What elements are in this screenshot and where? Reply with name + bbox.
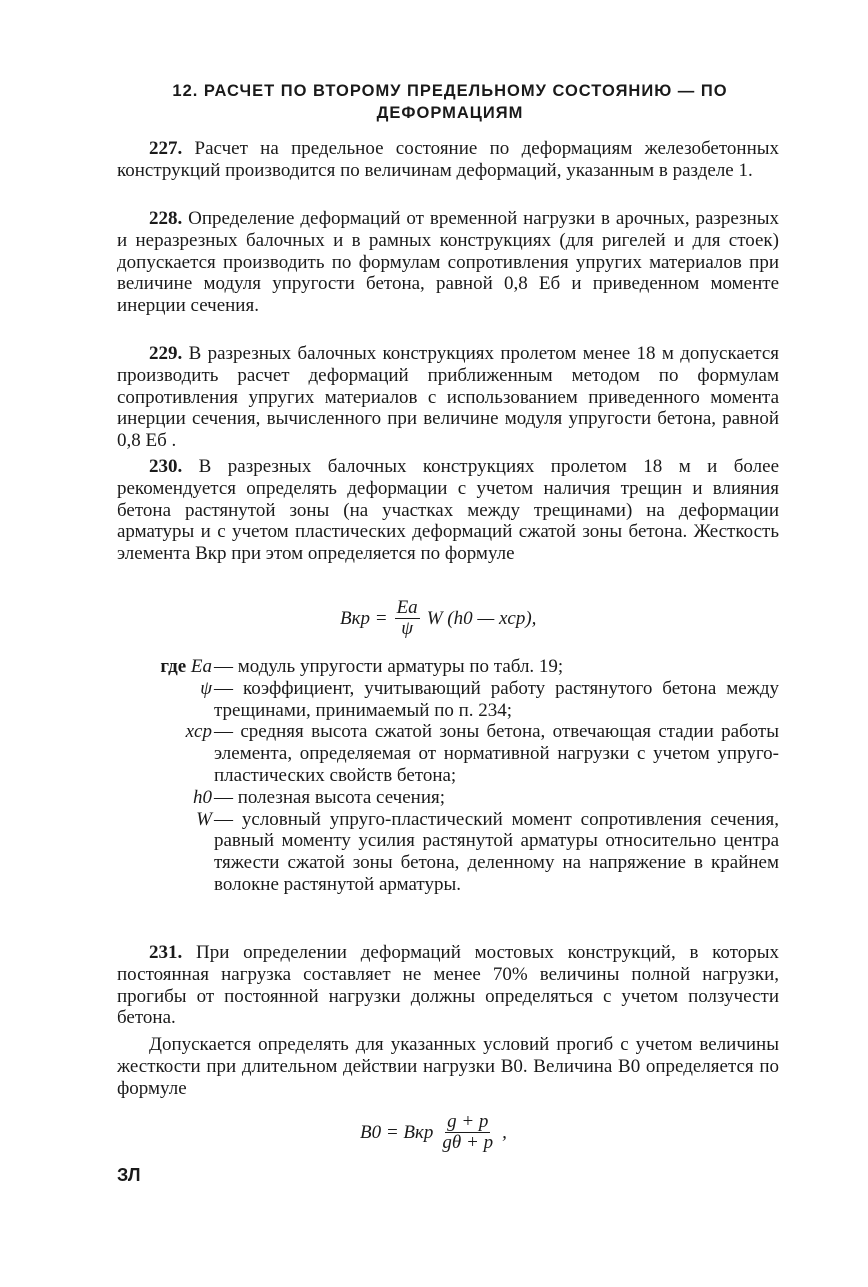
definition-text: — коэффициент, учитывающий работу растянутого бетона между трещинами, принимаемый по п. 234; xyxy=(214,677,779,721)
definition-symbol xyxy=(117,656,214,678)
definition-item xyxy=(117,809,779,896)
heading-line-2: ДЕФОРМАЦИЯМ xyxy=(376,104,524,122)
formula-lhs: Bкр = xyxy=(340,607,388,629)
heading-line-1: 12. РАСЧЕТ ПО ВТОРОМУ ПРЕДЕЛЬНОМУ СОСТОЯНИЮ — ПО xyxy=(172,82,728,100)
formula-fraction xyxy=(395,598,420,639)
symbol-text: Eа xyxy=(190,656,212,677)
paragraph-228 xyxy=(117,208,779,317)
formula-rhs: W (h0 — xср), xyxy=(426,607,537,629)
fraction-numerator: Eа xyxy=(396,597,418,618)
fraction-numerator: g + p xyxy=(447,1111,489,1132)
paragraph-number: 227. xyxy=(149,138,183,159)
paragraph-text: Определение деформаций от временной нагрузки в арочных, разрезных и неразрезных балочных и в рамных конструкциях (для ригелей и для стоек) допускается производить по формулам сопротивления упругих материалов при величине модуля упругости бетона, равной 0,8 Eб и приведенном моменте инерции сечения. xyxy=(117,208,779,317)
definition-text: — условный упруго-пластический момент сопротивления сечения, равный моменту усилия растянутой арматуры относительно центра тяжести сжатой зоны бетона, деленному на напряжение в крайнем волокне растянутой арматуры. xyxy=(214,808,779,895)
definition-text: — модуль упругости арматуры по табл. 19; xyxy=(214,656,564,677)
paragraph-text: В разрезных балочных конструкциях пролетом менее 18 м допускается производить расчет деформаций приближенным методом по формулам сопротивления упругих материалов с использованием приведенного момента инерции сечения, вычисленного при величине модуля упругости бетона, равной 0,8 Eб . xyxy=(117,343,779,452)
formula-stiffness xyxy=(340,598,536,639)
paragraph-number: 229. xyxy=(149,343,183,364)
definition-symbol: ψ xyxy=(200,677,212,699)
fraction-denominator: ψ xyxy=(401,618,414,639)
page-number: ЗЛ xyxy=(117,1165,141,1185)
definition-text: — полезная высота сечения; xyxy=(214,786,446,808)
paragraph-number: 230. xyxy=(149,456,183,477)
definition-item xyxy=(117,721,779,786)
definition-symbol: W xyxy=(196,808,212,830)
definitions-list xyxy=(117,656,779,896)
paragraph-229 xyxy=(117,343,779,452)
paragraph-text: В разрезных балочных конструкциях пролетом 18 м и более рекомендуется определять деформации с учетом наличия трещин и влияния бетона растянутой зоны (на участках между трещинами) на деформации арматуры и с учетом пластических деформаций сжатой зоны бетона. Жесткость элемента Bкр при этом определяется по формуле xyxy=(117,456,779,565)
paragraph-text: Расчет на предельное состояние по деформациям железобетонных конструкций производится по величинам деформаций, указанным в разделе 1. xyxy=(117,138,779,181)
fraction-denominator: gθ + p xyxy=(442,1132,494,1153)
definition-symbol: xср xyxy=(185,721,212,743)
definition-text: — средняя высота сжатой зоны бетона, отвечающая стадии работы элемента, определяемая от нормативной нагрузки с учетом упруго-пластических свойств бетона; xyxy=(214,721,779,786)
paragraph-227 xyxy=(117,138,779,182)
definition-item xyxy=(117,787,779,809)
formula-lhs: B0 = Bкр xyxy=(360,1121,434,1143)
formula-fraction xyxy=(440,1112,495,1153)
paragraph-230 xyxy=(117,456,779,565)
paragraph-231-continued xyxy=(117,1034,779,1099)
definition-symbol: h0 xyxy=(193,786,212,808)
where-word: где xyxy=(160,656,187,677)
definition-item xyxy=(117,678,779,722)
paragraph-text: Допускается определять для указанных условий прогиб с учетом величины жесткости при длительном действии нагрузки B0. Величина B0 определяется по формуле xyxy=(117,1034,779,1099)
section-heading xyxy=(120,80,780,124)
paragraph-number: 228. xyxy=(149,208,183,229)
paragraph-231 xyxy=(117,942,779,1029)
formula-tail: , xyxy=(502,1121,507,1143)
definition-item xyxy=(117,656,779,678)
paragraph-text: При определении деформаций мостовых конструкций, в которых постоянная нагрузка составляет не менее 70% величины полной нагрузки, прогибы от постоянной нагрузки должны определяться с учетом ползучести бетона. xyxy=(117,942,779,1029)
paragraph-number: 231. xyxy=(149,942,183,963)
formula-long-term-stiffness xyxy=(360,1112,507,1153)
